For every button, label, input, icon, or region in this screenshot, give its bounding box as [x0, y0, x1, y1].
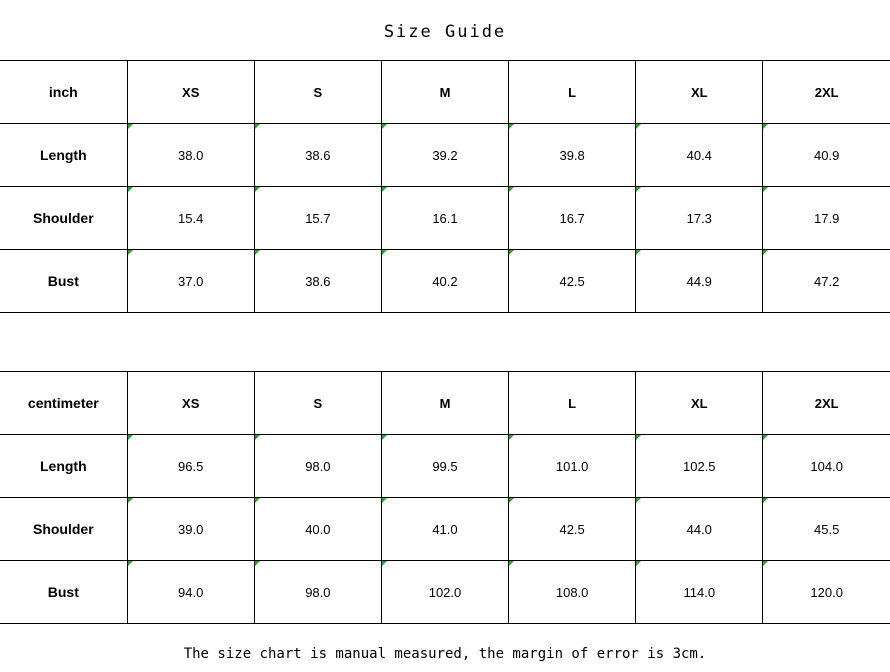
cell-cm-shoulder-m: 41.0 — [381, 498, 508, 561]
cell-cm-bust-s: 98.0 — [254, 561, 381, 624]
cell-inch-length-2xl: 40.9 — [763, 124, 890, 187]
measurement-note: The size chart is manual measured, the margin of error is 3cm. — [183, 646, 707, 662]
size-table-centimeter — [0, 371, 890, 624]
cell-inch-length-l: 39.8 — [509, 124, 636, 187]
cell-cm-shoulder-2xl: 45.5 — [763, 498, 890, 561]
row-label-bust: Bust — [0, 561, 127, 624]
cell-inch-shoulder-xs: 15.4 — [127, 187, 254, 250]
inch-table-wrapper — [0, 60, 890, 313]
cell-inch-bust-l: 42.5 — [509, 250, 636, 313]
unit-label-inch: inch — [0, 61, 127, 124]
column-header-xs: XS — [127, 372, 254, 435]
cell-cm-bust-xs: 94.0 — [127, 561, 254, 624]
column-header-xl: XL — [636, 61, 763, 124]
table-spacer — [0, 313, 890, 371]
row-label-length: Length — [0, 124, 127, 187]
row-label-shoulder: Shoulder — [0, 498, 127, 561]
cell-inch-bust-s: 38.6 — [254, 250, 381, 313]
centimeter-table-wrapper — [0, 371, 890, 624]
cell-inch-bust-2xl: 47.2 — [763, 250, 890, 313]
column-header-xs: XS — [127, 61, 254, 124]
table-row — [0, 187, 890, 250]
cell-cm-length-2xl: 104.0 — [763, 435, 890, 498]
cell-inch-shoulder-2xl: 17.9 — [763, 187, 890, 250]
table-row — [0, 250, 890, 313]
row-label-length: Length — [0, 435, 127, 498]
row-label-bust: Bust — [0, 250, 127, 313]
row-label-shoulder: Shoulder — [0, 187, 127, 250]
cell-cm-bust-l: 108.0 — [509, 561, 636, 624]
cell-inch-shoulder-m: 16.1 — [381, 187, 508, 250]
cell-inch-length-xs: 38.0 — [127, 124, 254, 187]
column-header-xl: XL — [636, 372, 763, 435]
cell-cm-bust-m: 102.0 — [381, 561, 508, 624]
column-header-m: M — [381, 372, 508, 435]
column-header-2xl: 2XL — [763, 61, 890, 124]
cell-cm-length-l: 101.0 — [509, 435, 636, 498]
table-row — [0, 561, 890, 624]
cell-cm-shoulder-l: 42.5 — [509, 498, 636, 561]
table-header-row — [0, 61, 890, 124]
cell-cm-length-m: 99.5 — [381, 435, 508, 498]
table-row — [0, 124, 890, 187]
cell-cm-shoulder-xs: 39.0 — [127, 498, 254, 561]
column-header-m: M — [381, 61, 508, 124]
cell-inch-bust-xl: 44.9 — [636, 250, 763, 313]
column-header-s: S — [254, 61, 381, 124]
size-table-inch — [0, 60, 890, 313]
cell-inch-bust-xs: 37.0 — [127, 250, 254, 313]
column-header-2xl: 2XL — [763, 372, 890, 435]
table-row — [0, 435, 890, 498]
cell-cm-length-xs: 96.5 — [127, 435, 254, 498]
cell-cm-shoulder-s: 40.0 — [254, 498, 381, 561]
column-header-l: L — [509, 61, 636, 124]
column-header-s: S — [254, 372, 381, 435]
cell-inch-length-xl: 40.4 — [636, 124, 763, 187]
cell-cm-bust-xl: 114.0 — [636, 561, 763, 624]
table-header-row — [0, 372, 890, 435]
table-row — [0, 498, 890, 561]
cell-inch-length-m: 39.2 — [381, 124, 508, 187]
page-title: Size Guide — [383, 22, 507, 42]
cell-inch-shoulder-l: 16.7 — [509, 187, 636, 250]
cell-inch-shoulder-s: 15.7 — [254, 187, 381, 250]
cell-cm-length-xl: 102.5 — [636, 435, 763, 498]
cell-inch-shoulder-xl: 17.3 — [636, 187, 763, 250]
cell-cm-bust-2xl: 120.0 — [763, 561, 890, 624]
column-header-l: L — [509, 372, 636, 435]
cell-inch-bust-m: 40.2 — [381, 250, 508, 313]
cell-inch-length-s: 38.6 — [254, 124, 381, 187]
cell-cm-shoulder-xl: 44.0 — [636, 498, 763, 561]
cell-cm-length-s: 98.0 — [254, 435, 381, 498]
unit-label-centimeter: centimeter — [0, 372, 127, 435]
